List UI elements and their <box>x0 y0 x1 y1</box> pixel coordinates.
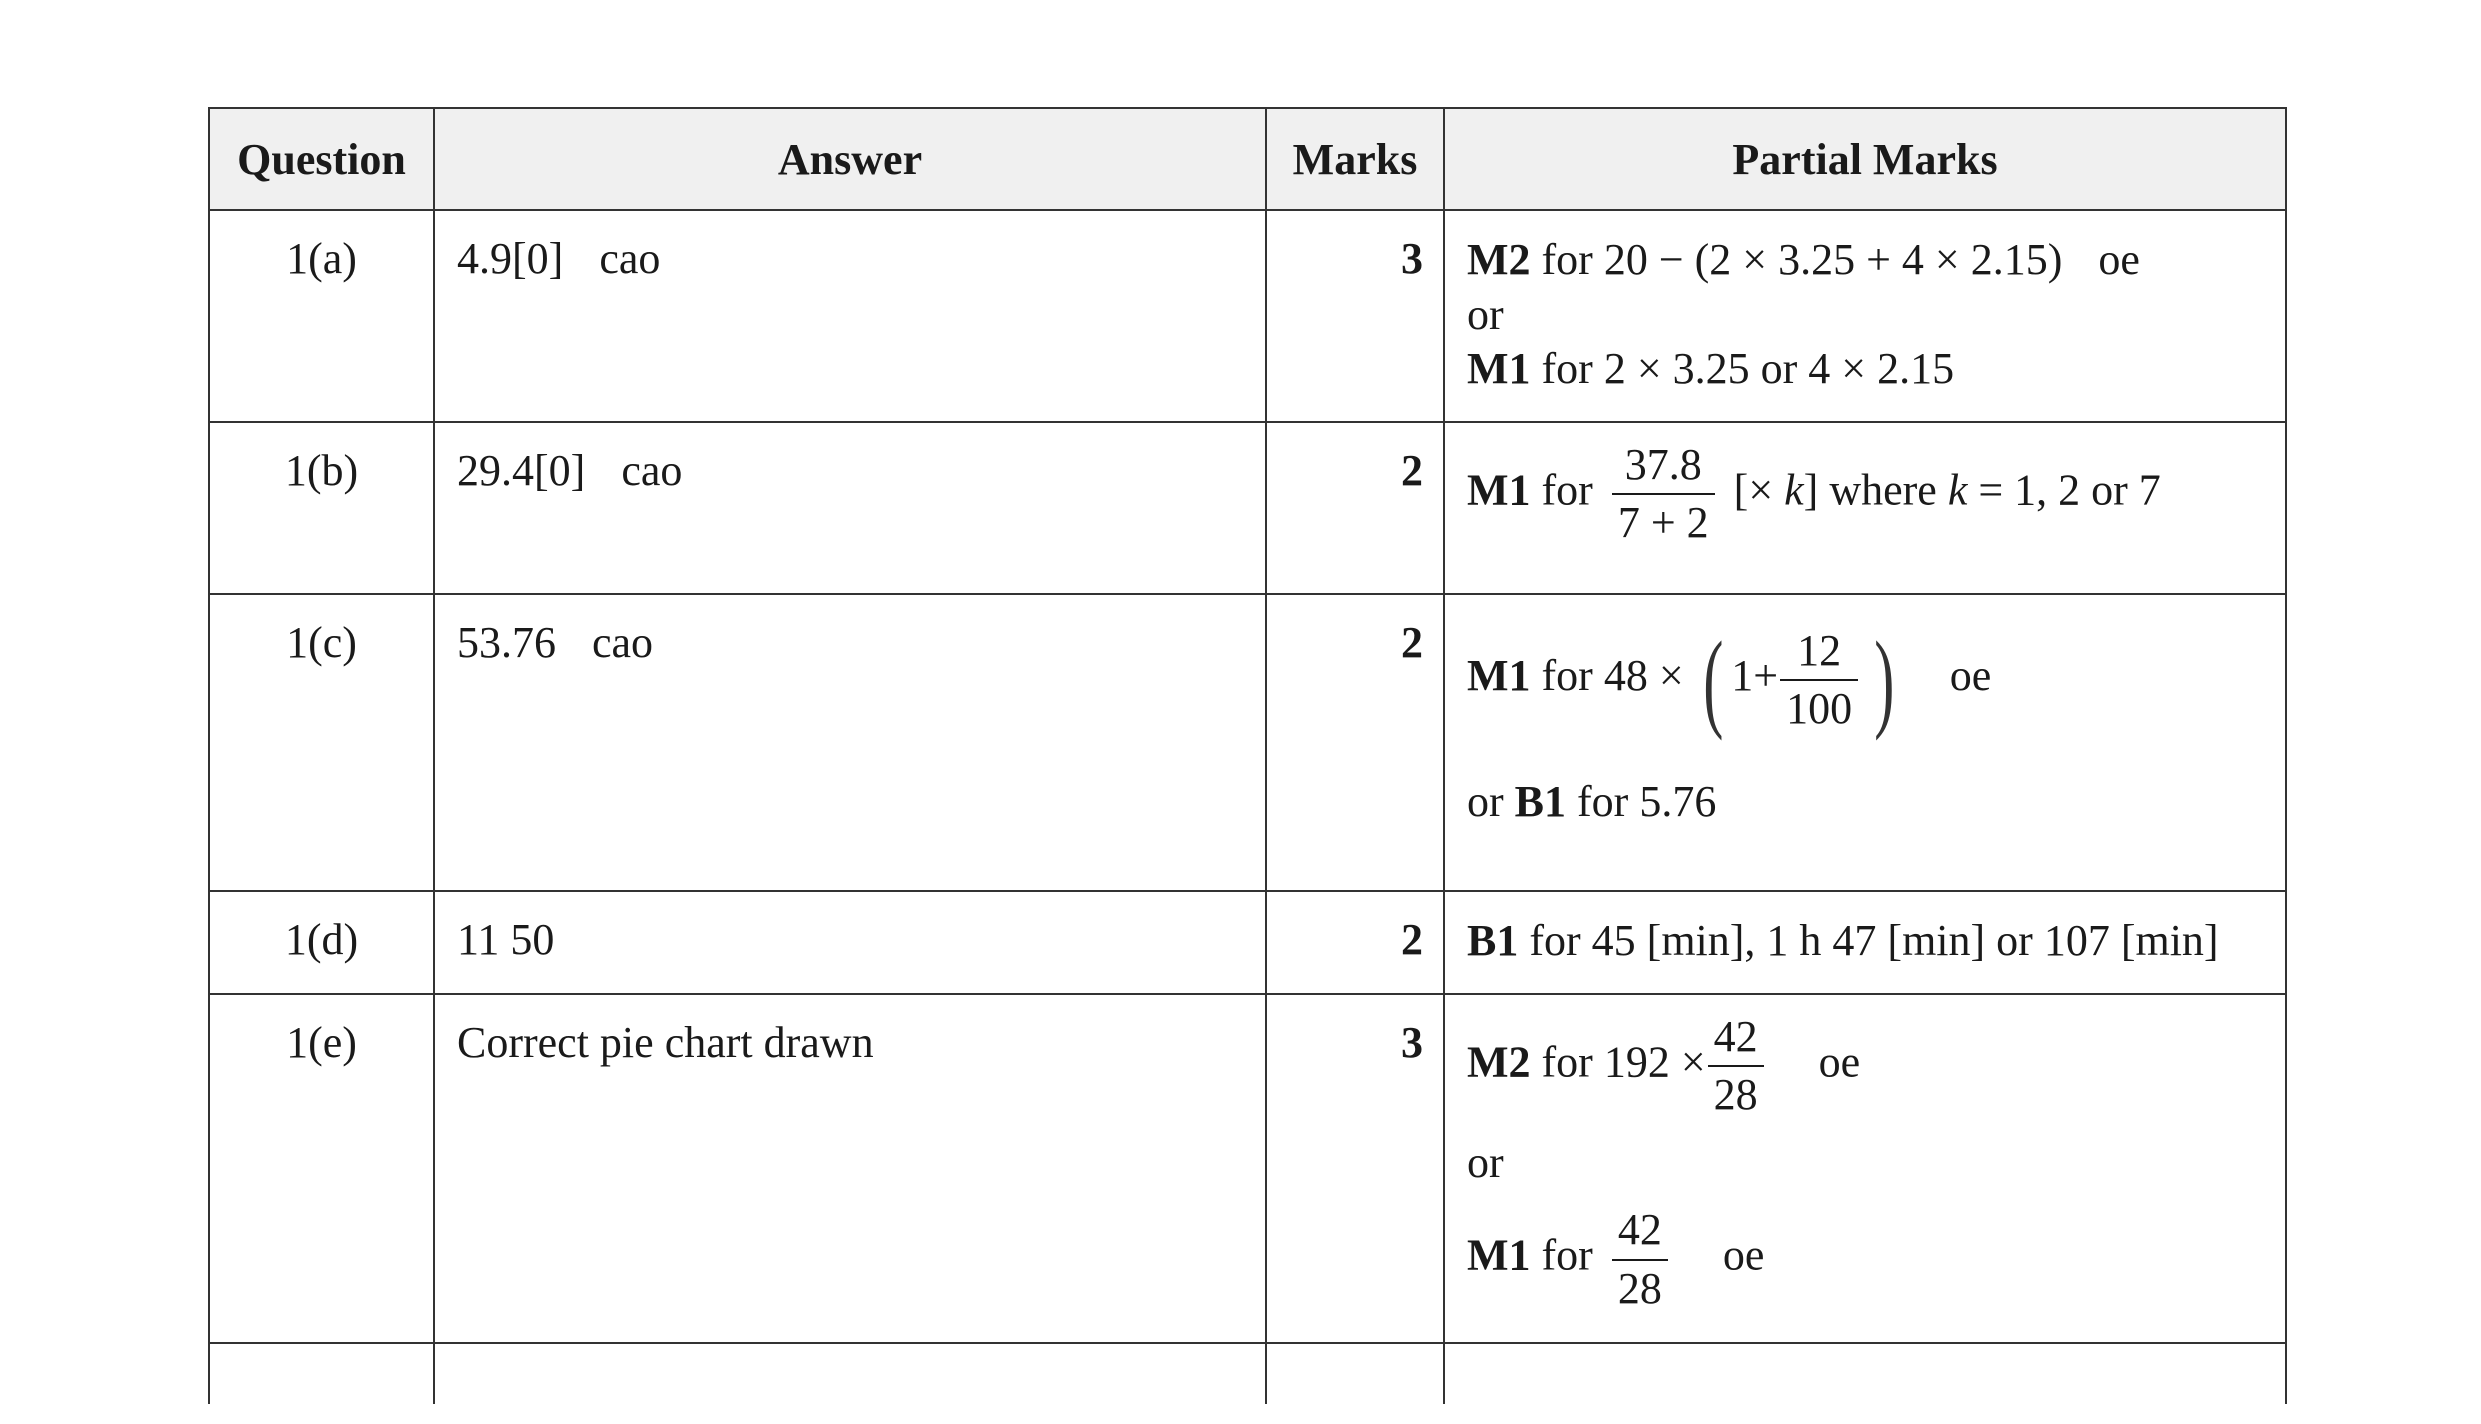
partial-text: ] where <box>1803 465 1948 515</box>
fraction <box>1612 1206 1668 1313</box>
fraction <box>1612 441 1715 548</box>
answer-note: cao <box>621 446 683 495</box>
header-question: Question <box>209 108 434 210</box>
oe-note: oe <box>2098 235 2140 284</box>
partial-line <box>1467 775 2265 830</box>
question-number: 1(c) <box>209 594 434 891</box>
mark-scheme-table <box>208 107 2287 1404</box>
partial-marks-cell <box>1444 1343 2286 1404</box>
partial-line <box>1467 1013 2265 1120</box>
partial-text: = 1, 2 or 7 <box>1967 465 2161 515</box>
answer-cell <box>434 1343 1266 1404</box>
partial-line <box>1467 233 2265 288</box>
partial-marks-cell <box>1444 594 2286 891</box>
answer-cell <box>434 422 1266 594</box>
partial-marks-cell <box>1444 994 2286 1343</box>
table-row <box>209 422 2286 594</box>
partial-line <box>1467 619 2265 741</box>
partial-marks-cell <box>1444 210 2286 422</box>
marks-cell: 3 <box>1266 994 1444 1343</box>
partial-line <box>1467 1206 2265 1313</box>
variable-k: k <box>1784 465 1804 515</box>
marks-cell: 2 <box>1266 594 1444 891</box>
table-row <box>209 210 2286 422</box>
answer-value: Correct pie chart drawn <box>434 994 1266 1343</box>
mark-code: M1 <box>1467 465 1531 515</box>
table-row <box>209 594 2286 891</box>
mark-code: M2 <box>1467 1037 1531 1087</box>
partial-text: for <box>1541 1230 1593 1280</box>
mark-code: M1 <box>1467 1230 1531 1280</box>
table-row <box>209 1343 2286 1404</box>
variable-k: k <box>1947 465 1968 515</box>
oe-note: oe <box>1722 1230 1765 1280</box>
partial-text: for 20 − (2 × 3.25 + 4 × 2.15) <box>1541 235 2063 284</box>
header-row <box>209 108 2286 210</box>
table-row <box>209 891 2286 994</box>
marks-cell: 2 <box>1266 891 1444 994</box>
partial-text: [× <box>1733 465 1785 515</box>
partial-line <box>1467 342 2265 397</box>
partial-marks-cell <box>1444 891 2286 994</box>
fraction <box>1708 1013 1764 1120</box>
mark-code: M1 <box>1467 651 1531 701</box>
fraction-denominator: 28 <box>1617 1263 1662 1313</box>
fraction-denominator: 28 <box>1713 1070 1758 1120</box>
question-number: 1(a) <box>209 210 434 422</box>
table-row <box>209 994 2286 1343</box>
question-number: 1(b) <box>209 422 434 594</box>
header-marks: Marks <box>1266 108 1444 210</box>
mark-code: M2 <box>1467 235 1531 284</box>
left-paren: ( <box>1702 619 1724 741</box>
mark-code: M1 <box>1467 344 1531 394</box>
mark-code: B1 <box>1514 777 1567 826</box>
answer-cell <box>434 594 1266 891</box>
fraction <box>1780 627 1858 734</box>
answer-note: cao <box>599 234 661 283</box>
partial-text: for 45 [min], 1 h 47 [min] or 107 [min] <box>1529 916 2219 965</box>
partial-text: for 5.76 <box>1577 777 1717 826</box>
inner-lead: 1+ <box>1731 651 1779 701</box>
header-answer: Answer <box>434 108 1266 210</box>
fraction-denominator: 100 <box>1786 684 1853 733</box>
oe-note: oe <box>1949 651 1992 701</box>
partial-or: or <box>1467 777 1504 826</box>
fraction-numerator: 42 <box>1612 1206 1668 1260</box>
question-number: 1(e) <box>209 994 434 1343</box>
fraction-denominator: 7 + 2 <box>1617 498 1709 548</box>
question-number: 1(d) <box>209 891 434 994</box>
header-partial-marks: Partial Marks <box>1444 108 2286 210</box>
mark-code: B1 <box>1467 916 1519 965</box>
partial-text: for 2 × 3.25 or 4 × 2.15 <box>1541 344 1955 394</box>
marks-cell: 2 <box>1266 422 1444 594</box>
partial-text: for 192 × <box>1541 1037 1706 1087</box>
right-paren: ) <box>1874 619 1895 741</box>
marks-cell: 3 <box>1266 210 1444 422</box>
fraction-numerator: 12 <box>1780 627 1858 681</box>
answer-value: 53.76 <box>457 618 556 667</box>
marks-cell <box>1266 1343 1444 1404</box>
answer-value: 4.9[0] <box>457 234 564 283</box>
partial-text: for 48 × <box>1541 651 1684 701</box>
fraction-numerator: 37.8 <box>1612 441 1715 495</box>
answer-value: 11 50 <box>434 891 1266 994</box>
answer-value: 29.4[0] <box>457 446 586 495</box>
partial-marks-cell <box>1444 422 2286 594</box>
fraction-numerator: 42 <box>1708 1013 1764 1067</box>
answer-note: cao <box>592 618 654 667</box>
partial-or: or <box>1467 1137 1504 1187</box>
question-number <box>209 1343 434 1404</box>
partial-text: for <box>1541 465 1593 515</box>
oe-note: oe <box>1818 1037 1861 1087</box>
answer-cell <box>434 210 1266 422</box>
partial-or: or <box>1467 289 1504 339</box>
